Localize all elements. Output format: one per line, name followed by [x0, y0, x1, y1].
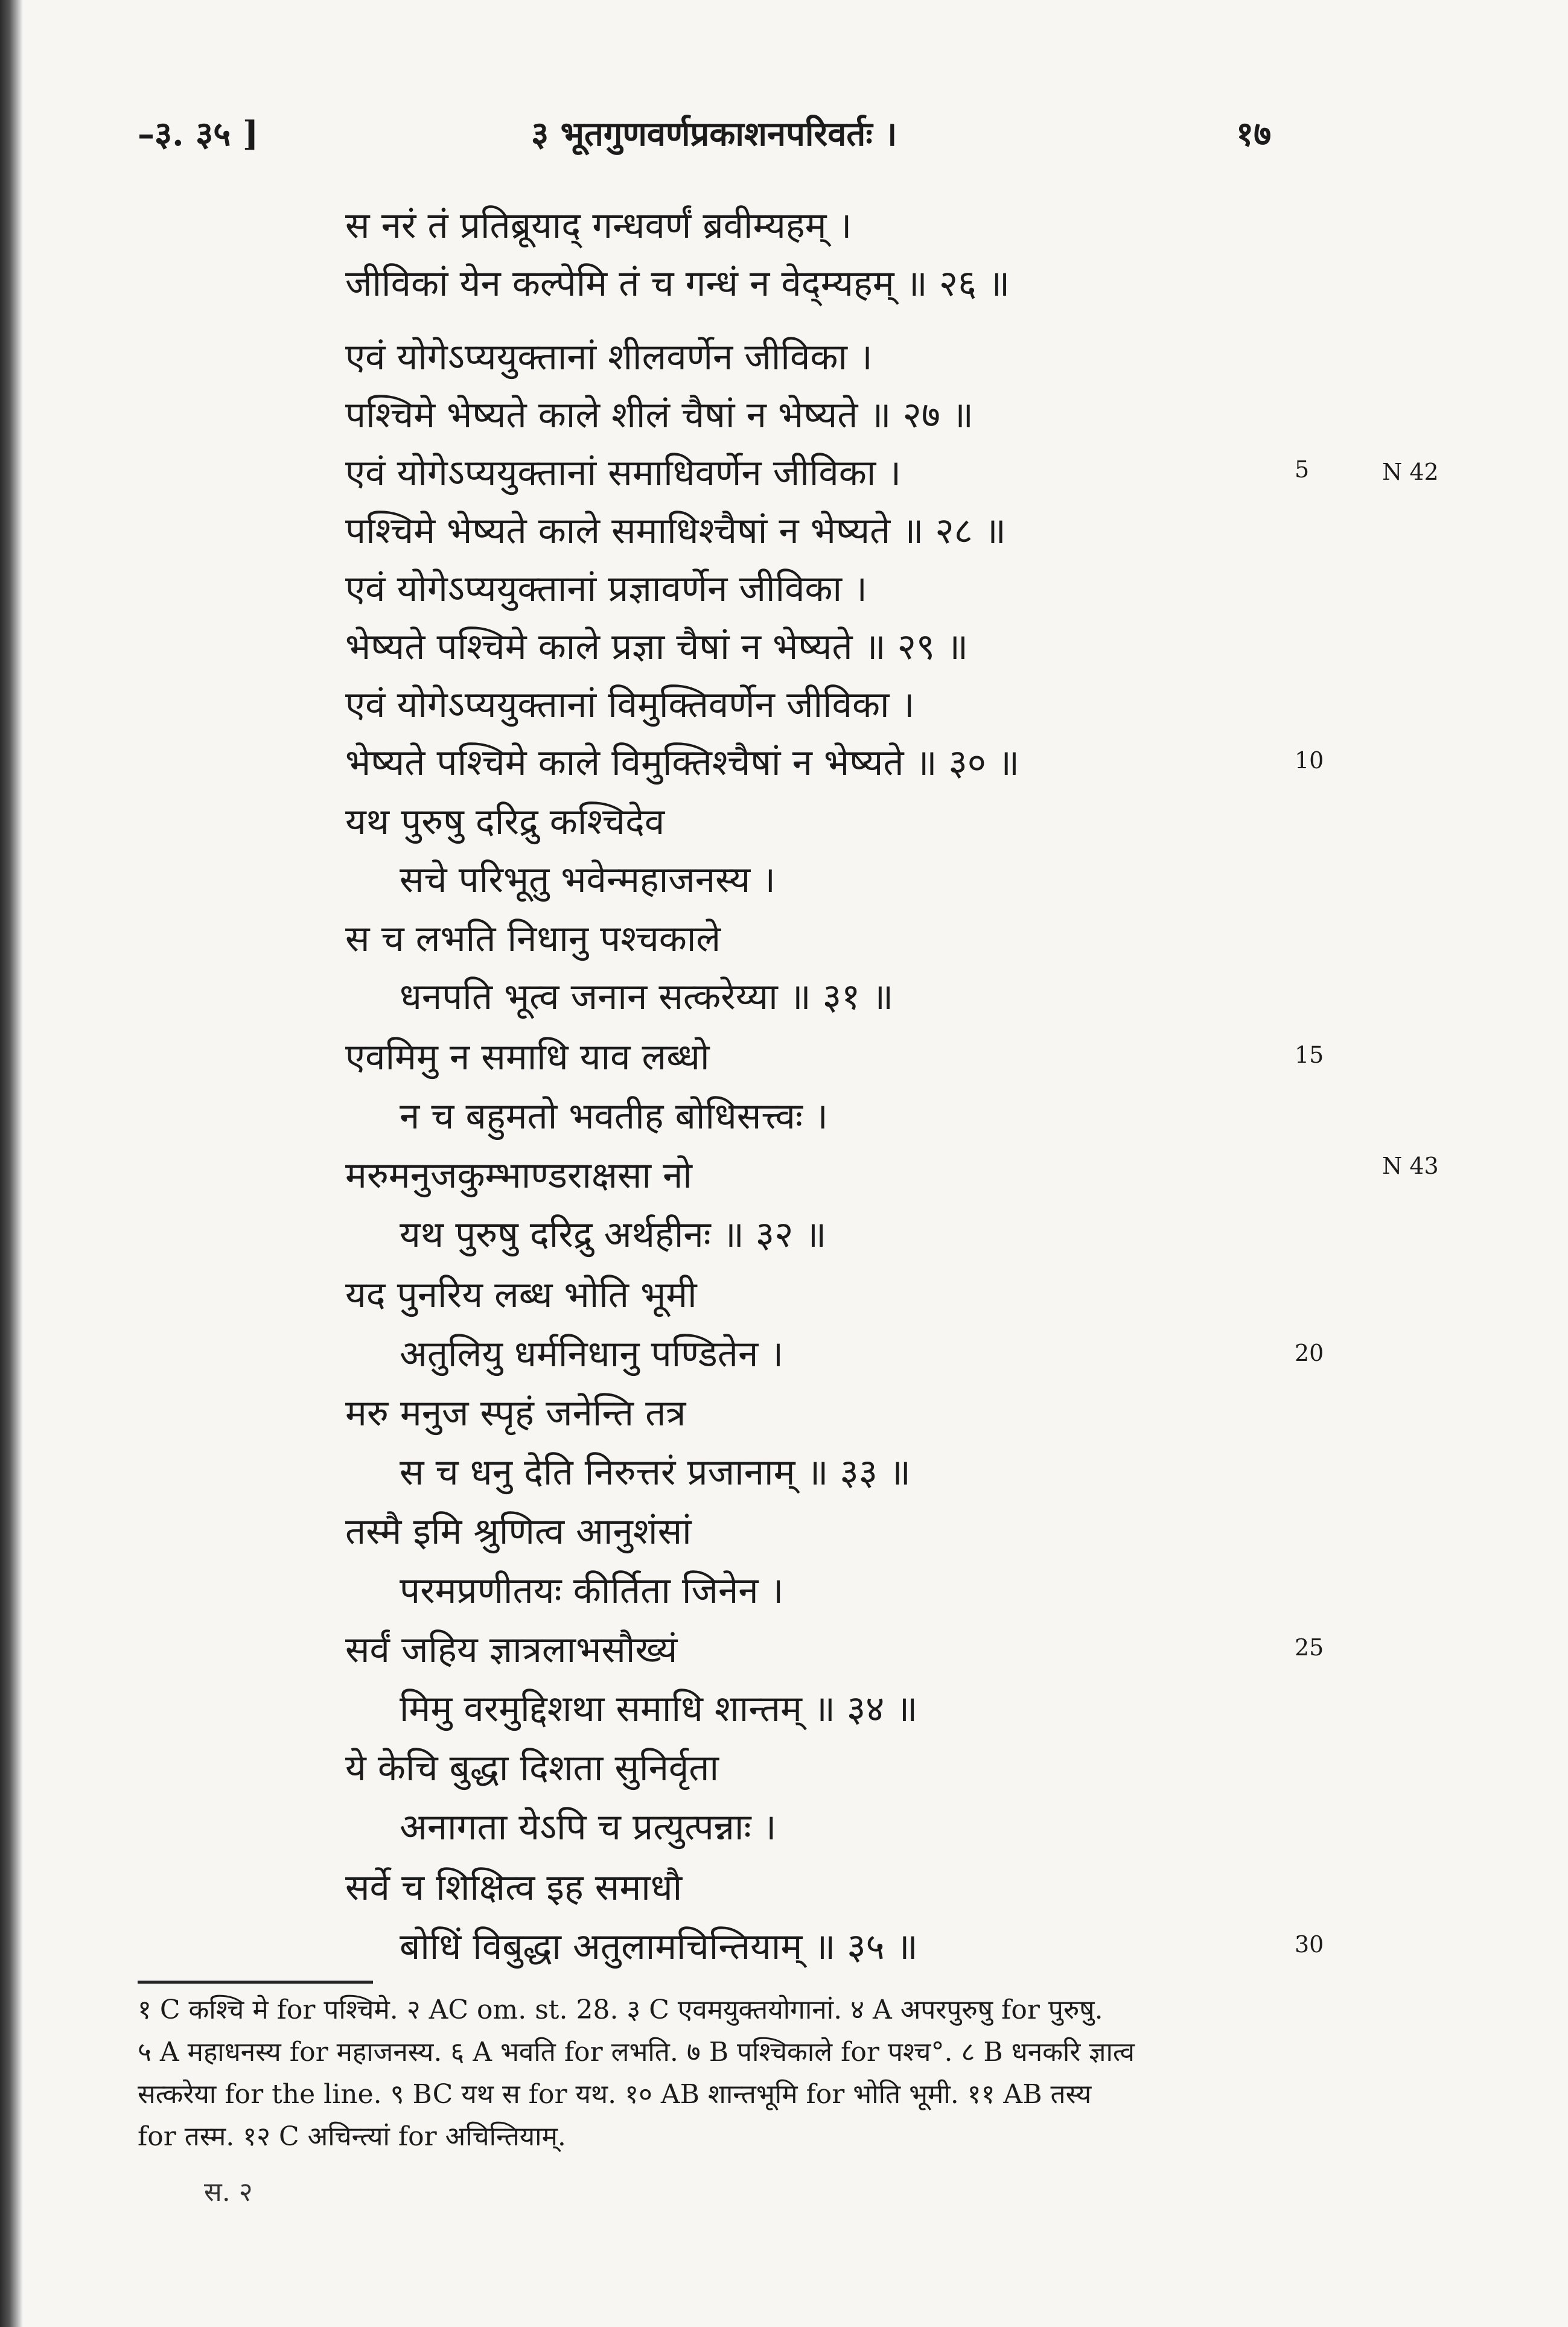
margin-note: N 43	[1382, 1153, 1439, 1179]
running-head-verse-range: –३. ३५ ]	[138, 114, 259, 154]
verse-line: धनपति भूत्व जनान सत्करेय्या ॥ ३१ ॥	[400, 976, 894, 1018]
verse-line: पश्चिमे भेष्यते काले शीलं चैषां न भेष्यते ॥ २७ ॥	[345, 394, 974, 436]
verse-line: स नरं तं प्रतिब्रूयाद् गन्धवर्णं ब्रवीम्यहम् ।	[345, 205, 852, 247]
margin-note: N 42	[1382, 459, 1439, 485]
verse-line: मरुमनुजकुम्भाण्डराक्षसा नो	[345, 1154, 692, 1197]
verse-line: बोधिं विबुद्धा अतुलामचिन्तियाम् ॥ ३५ ॥	[400, 1926, 918, 1968]
verse-line: अतुलियु धर्मनिधानु पण्डितेन ।	[400, 1333, 784, 1375]
verse-line: एवं योगेऽप्ययुक्तानां प्रज्ञावर्णेन जीविका ।	[345, 568, 867, 610]
verse-line: मरु मनुज स्पृहं जनेन्ति तत्र	[345, 1392, 686, 1434]
verse-line: मिमु वरमुद्दिशथा समाधि शान्तम् ॥ ३४ ॥	[400, 1688, 918, 1730]
line-number: 10	[1295, 747, 1324, 774]
verse-line: भेष्यते पश्चिमे काले विमुक्तिश्चैषां न भेष्यते ॥ ३० ॥	[345, 742, 1020, 784]
verse-line: सर्वं जहिय ज्ञात्रलाभसौख्यं	[345, 1629, 678, 1671]
footnote-line: for तस्म. १२ C अचिन्त्यां for अचिन्तियाम्.	[138, 2121, 566, 2152]
verse-line: भेष्यते पश्चिमे काले प्रज्ञा चैषां न भेष्यते ॥ २९ ॥	[345, 626, 969, 668]
verse-line: सर्वे च शिक्षित्व इह समाधौ	[345, 1867, 683, 1909]
line-number: 30	[1295, 1931, 1324, 1958]
verse-line: यद पुनरिय लब्ध भोति भूमी	[345, 1274, 697, 1316]
page-number: १७	[1236, 114, 1272, 154]
footnote-line: १ C कश्चि मे for पश्चिमे. २ AC om. st. 28. ३ C एवमयुक्तयोगानां. ४ A अपरपुरुषु for पुरुषु.	[138, 1994, 1103, 2025]
line-number: 20	[1295, 1340, 1324, 1366]
line-number: 25	[1295, 1634, 1324, 1661]
signature-mark: स. २	[204, 2177, 253, 2208]
verse-line: अनागता येऽपि च प्रत्युत्पन्नाः ।	[400, 1806, 777, 1848]
verse-line: परमप्रणीतयः कीर्तिता जिनेन ।	[400, 1570, 784, 1612]
verse-line: पश्चिमे भेष्यते काले समाधिश्चैषां न भेष्यते ॥ २८ ॥	[345, 510, 1006, 552]
footnote-line: सत्करेया for the line. ९ BC यथ स for यथ. १० AB शान्तभूमि for भोति भूमी. ११ AB तस्य	[138, 2079, 1092, 2110]
verse-line: स च लभति निधानु पश्चकाले	[345, 918, 721, 960]
verse-line: सचे परिभूतु भवेन्महाजनस्य ।	[400, 859, 776, 901]
verse-line: यथ पुरुषु दरिद्रु अर्थहीनः ॥ ३२ ॥	[400, 1214, 827, 1256]
verse-line: स च धनु देति निरुत्तरं प्रजानाम् ॥ ३३ ॥	[400, 1451, 911, 1494]
verse-line: ये केचि बुद्धा दिशता सुनिर्वृता	[345, 1747, 719, 1789]
verse-line: जीविकां येन कल्पेमि तं च गन्धं न वेद्म्यहम् ॥ २६ ॥	[345, 263, 1010, 305]
verse-line: न च बहुमतो भवतीह बोधिसत्त्वः ।	[400, 1095, 828, 1138]
verse-line: तस्मै इमि श्रुणित्व आनुशंसां	[345, 1510, 692, 1553]
running-head-chapter-title: ३ भूतगुणवर्णप्रकाशनपरिवर्तः ।	[531, 114, 897, 154]
verse-line: एवमिमु न समाधि याव लब्धो	[345, 1036, 710, 1078]
footnote-rule	[138, 1981, 373, 1984]
line-number: 5	[1295, 456, 1310, 483]
verse-line: यथ पुरुषु दरिद्रु कश्चिदेव	[345, 801, 665, 843]
line-number: 15	[1295, 1042, 1324, 1068]
verse-line: एवं योगेऽप्ययुक्तानां शीलवर्णेन जीविका ।	[345, 336, 873, 378]
footnote-line: ५ A महाधनस्य for महाजनस्य. ६ A भवति for लभति. ७ B पश्चिकाले for पश्च°. ८ B धनकरि ज्ञात्व	[138, 2037, 1135, 2068]
verse-line: एवं योगेऽप्ययुक्तानां विमुक्तिवर्णेन जीविका ।	[345, 684, 915, 726]
verse-line: एवं योगेऽप्ययुक्तानां समाधिवर्णेन जीविका ।	[345, 452, 902, 494]
book-spine-shadow	[0, 0, 23, 2327]
